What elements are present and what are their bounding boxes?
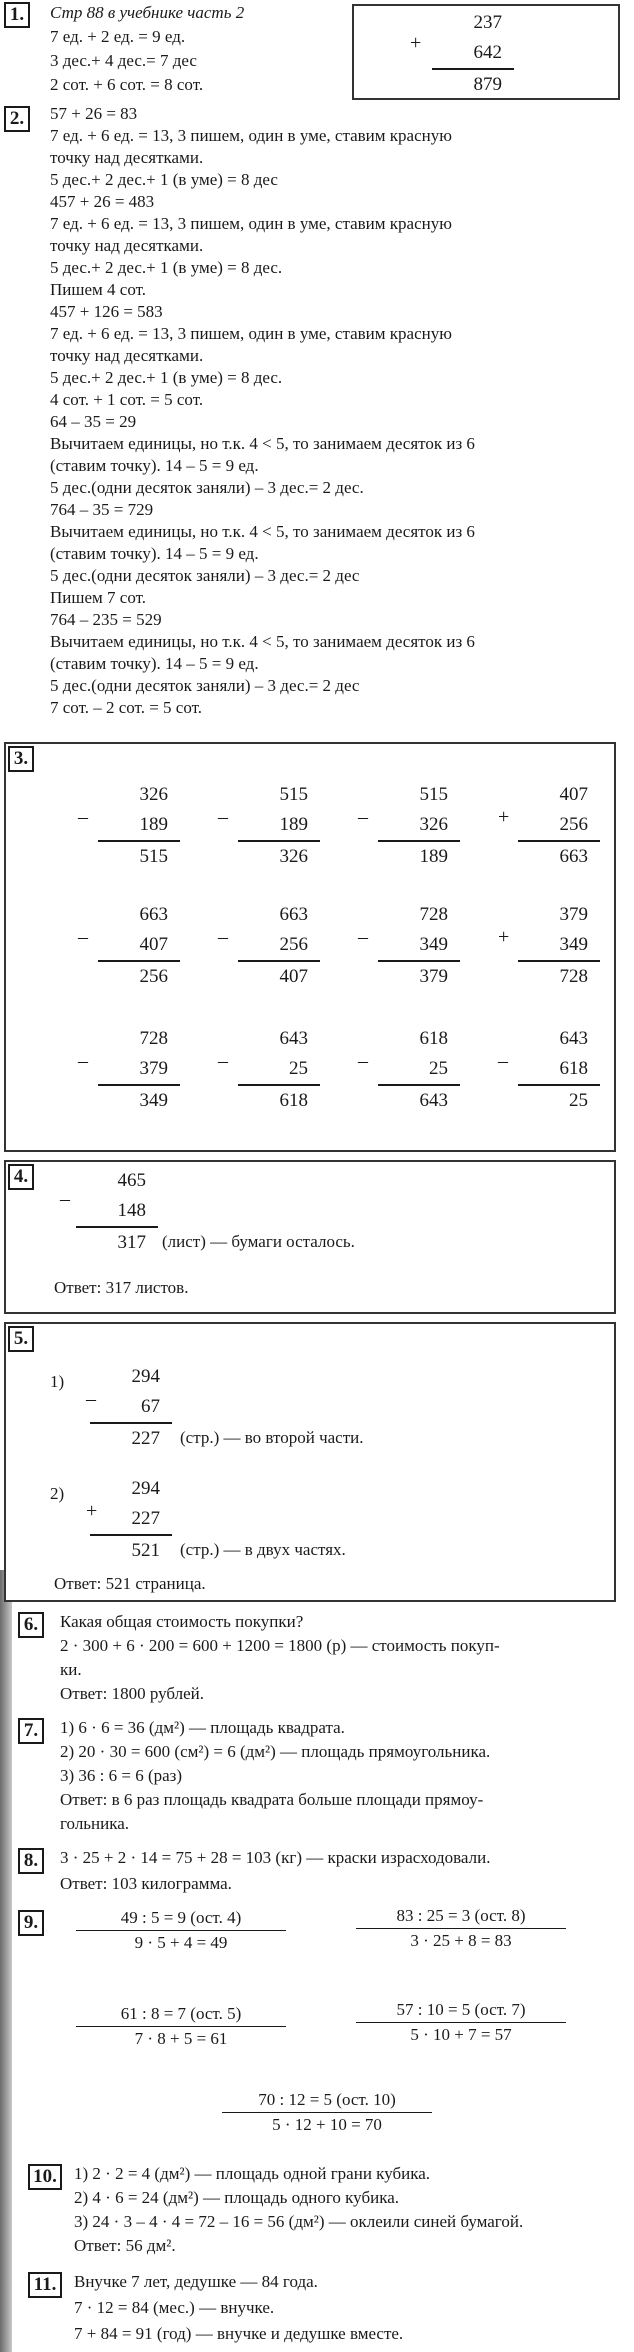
minus-sign: – [358,926,368,948]
division: 70 : 12 = 5 (ост. 10) [222,2090,432,2113]
task-2-line: Вычитаем единицы, но т.к. 4 < 5, то занимаем десяток из 6 [50,632,475,651]
result: 189 [378,840,460,872]
operand-a: 237 [473,12,502,33]
task-7-line: 2) 20 · 30 = 600 (см²) = 6 (дм²) — площадь прямоугольника. [60,1742,491,1761]
result: 879 [432,68,514,100]
task-2-label: 2. [4,106,30,132]
operand-b: 227 [131,1508,160,1529]
column-calc [518,780,600,872]
task-2-line: Пишем 4 сот. [50,280,146,299]
minus-sign: – [498,1050,508,1072]
verification: 5 · 10 + 7 = 57 [410,2025,512,2044]
operand-b: 189 [279,814,308,835]
division-check [356,1906,566,1951]
task-2-line: 7 ед. + 6 ед. = 13, 3 пишем, один в уме, ставим красную [50,214,452,233]
operand-b: 189 [139,814,168,835]
task-2-line: (ставим точку). 14 – 5 = 9 ед. [50,456,259,475]
minus-sign: – [358,1050,368,1072]
task-1-line: 3 дес.+ 4 дес.= 7 дес [50,51,197,70]
minus-sign: – [358,806,368,828]
task-10-line: 3) 24 · 3 – 4 · 4 = 72 – 16 = 56 (дм²) — оклеили синей бумагой. [74,2212,524,2231]
operand-b: 25 [429,1058,448,1079]
result: 317 [76,1226,158,1258]
operand-a: 379 [559,904,588,925]
plus-sign: + [498,926,510,948]
division: 61 : 8 = 7 (ост. 5) [76,2004,286,2027]
task-2-line: 5 дес.(одни десяток заняли) – 3 дес.= 2 дес [50,676,360,695]
division-check [356,2000,566,2045]
operand-b: 25 [289,1058,308,1079]
column-calc [90,1474,172,1566]
column-calc [98,780,180,872]
result: 618 [238,1084,320,1116]
result: 515 [98,840,180,872]
verification: 5 · 12 + 10 = 70 [272,2115,382,2134]
task-6-label: 6. [18,1612,44,1638]
operand-a: 663 [279,904,308,925]
operand-b: 407 [139,934,168,955]
division-check [222,2090,432,2135]
operand-b: 148 [117,1200,146,1221]
plus-sign: + [410,32,422,54]
result: 728 [518,960,600,992]
minus-sign: – [78,926,88,948]
operand-a: 294 [131,1366,160,1387]
operand-a: 515 [279,784,308,805]
task-3-label: 3. [8,746,34,772]
task-6-line: 2 · 300 + 6 · 200 = 600 + 1200 = 1800 (р) — стоимость покуп- [60,1636,500,1655]
operand-a: 643 [279,1028,308,1049]
column-calc [378,780,460,872]
task-7-line: гольника. [60,1814,130,1833]
task-2-line: (ставим точку). 14 – 5 = 9 ед. [50,654,259,673]
task-2-line: точку над десятками. [50,346,204,365]
task-1-calc-frame [352,4,620,100]
task-2-line: 457 + 126 = 583 [50,302,163,321]
column-calc [378,1024,460,1116]
task-4-result-text: (лист) — бумаги осталось. [162,1232,355,1251]
division: 57 : 10 = 5 (ост. 7) [356,2000,566,2023]
task-4-label: 4. [8,1164,34,1190]
result: 407 [238,960,320,992]
column-calc [378,900,460,992]
task-10-line: 1) 2 · 2 = 4 (дм²) — площадь одной грани кубика. [74,2164,431,2183]
minus-sign: – [218,1050,228,1072]
task-10-line: 2) 4 · 6 = 24 (дм²) — площадь одного кубика. [74,2188,400,2207]
verification: 9 · 5 + 4 = 49 [134,1933,228,1952]
task-5-label: 5. [8,1326,34,1352]
division: 83 : 25 = 3 (ост. 8) [356,1906,566,1929]
operand-b: 67 [141,1396,160,1417]
task-11-label: 11. [28,2272,62,2298]
column-calc [238,1024,320,1116]
task-5-answer: Ответ: 521 страница. [54,1574,206,1593]
operand-a: 465 [117,1170,146,1191]
task-2-line: Пишем 7 сот. [50,588,146,607]
task-7-label: 7. [18,1718,44,1744]
operand-a: 618 [419,1028,448,1049]
minus-sign: – [78,1050,88,1072]
column-calc [238,900,320,992]
task-6-line: Какая общая стоимость покупки? [60,1612,304,1631]
column-calc [98,1024,180,1116]
operand-a: 515 [419,784,448,805]
task-9-label: 9. [18,1910,44,1936]
operand-b: 256 [559,814,588,835]
minus-sign: – [60,1188,70,1210]
plus-sign: + [86,1500,98,1522]
operand-b: 379 [139,1058,168,1079]
operand-a: 728 [139,1028,168,1049]
verification: 7 · 8 + 5 = 61 [134,2029,228,2048]
task-4-answer: Ответ: 317 листов. [54,1278,189,1297]
task-2-line: 5 дес.(одни десяток заняли) – 3 дес.= 2 дес [50,566,360,585]
column-calc [90,1362,172,1454]
minus-sign: – [218,806,228,828]
column-calc [76,1166,158,1258]
operand-a: 294 [131,1478,160,1499]
operand-b: 618 [559,1058,588,1079]
task-2-line: Вычитаем единицы, но т.к. 4 < 5, то занимаем десяток из 6 [50,522,475,541]
task-1-line: 2 сот. + 6 сот. = 8 сот. [50,75,204,94]
task-5-step2-text: (стр.) — в двух частях. [180,1540,346,1559]
result: 227 [90,1422,172,1454]
operand-a: 407 [559,784,588,805]
result: 256 [98,960,180,992]
task-10-line: Ответ: 56 дм². [74,2236,176,2255]
task-2-line: 5 дес.(одни десяток заняли) – 3 дес.= 2 дес. [50,478,364,497]
task-8-line: Ответ: 103 килограмма. [60,1874,232,1893]
task-6-line: Ответ: 1800 рублей. [60,1684,204,1703]
task-2-line: 5 дес.+ 2 дес.+ 1 (в уме) = 8 дес [50,170,278,189]
task-10-label: 10. [28,2164,62,2190]
result: 349 [98,1084,180,1116]
task-2-line: 5 дес.+ 2 дес.+ 1 (в уме) = 8 дес. [50,258,283,277]
task-2-line: 4 сот. + 1 сот. = 5 сот. [50,390,204,409]
task-11-line: 7 · 12 = 84 (мес.) — внучке. [74,2298,275,2317]
task-2-line: (ставим точку). 14 – 5 = 9 ед. [50,544,259,563]
task-11-line: Внучке 7 лет, дедушке — 84 года. [74,2272,318,2291]
division-check [76,1908,286,1953]
task-2-line: точку над десятками. [50,236,204,255]
result: 326 [238,840,320,872]
operand-b: 349 [419,934,448,955]
result: 643 [378,1084,460,1116]
verification: 3 · 25 + 8 = 83 [410,1931,512,1950]
column-calc [98,900,180,992]
result: 663 [518,840,600,872]
task-8-line: 3 · 25 + 2 · 14 = 75 + 28 = 103 (кг) — краски израсходовали. [60,1848,491,1867]
task-2-line: 57 + 26 = 83 [50,104,138,123]
task-6-line: ки. [60,1660,82,1679]
column-calc [518,1024,600,1116]
task-11-line: 7 + 84 = 91 (год) — внучке и дедушке вместе. [74,2324,404,2343]
column-calc [238,780,320,872]
task-2-line: 64 – 35 = 29 [50,412,137,431]
operand-b: 642 [473,42,502,63]
operand-b: 326 [419,814,448,835]
task-5-step1-text: (стр.) — во второй части. [180,1428,364,1447]
operand-a: 728 [419,904,448,925]
task-2-line: 7 ед. + 6 ед. = 13, 3 пишем, один в уме, ставим красную [50,126,452,145]
task-2-line: точку над десятками. [50,148,204,167]
division: 49 : 5 = 9 (ост. 4) [76,1908,286,1931]
division-check [76,2004,286,2049]
result: 25 [518,1084,600,1116]
minus-sign: – [218,926,228,948]
plus-sign: + [498,806,510,828]
operand-a: 326 [139,784,168,805]
result: 379 [378,960,460,992]
column-calc [432,8,514,100]
task-1-label: 1. [4,2,30,28]
task-8-label: 8. [18,1848,44,1874]
task-2-line: 5 дес.+ 2 дес.+ 1 (в уме) = 8 дес. [50,368,283,387]
scan-shadow-edge [0,1570,12,2352]
task-2-line: 764 – 235 = 529 [50,610,162,629]
result: 521 [90,1534,172,1566]
task-1-line: 7 ед. + 2 ед. = 9 ед. [50,27,186,46]
task-2-line: 7 сот. – 2 сот. = 5 сот. [50,698,203,717]
task-7-line: 3) 36 : 6 = 6 (раз) [60,1766,183,1785]
operand-a: 643 [559,1028,588,1049]
minus-sign: – [78,806,88,828]
task-2-line: 457 + 26 = 483 [50,192,155,211]
operand-a: 663 [139,904,168,925]
operand-b: 349 [559,934,588,955]
task-2-line: 7 ед. + 6 ед. = 13, 3 пишем, один в уме, ставим красную [50,324,452,343]
minus-sign: – [86,1388,96,1410]
task-2-line: Вычитаем единицы, но т.к. 4 < 5, то занимаем десяток из 6 [50,434,475,453]
column-calc [518,900,600,992]
step-label: 2) [50,1484,65,1503]
task-2-line: 764 – 35 = 729 [50,500,154,519]
task-1-heading: Стр 88 в учебнике часть 2 [50,3,245,22]
task-7-line: Ответ: в 6 раз площадь квадрата больше площади прямоу- [60,1790,484,1809]
step-label: 1) [50,1372,65,1391]
operand-b: 256 [279,934,308,955]
task-7-line: 1) 6 · 6 = 36 (дм²) — площадь квадрата. [60,1718,345,1737]
